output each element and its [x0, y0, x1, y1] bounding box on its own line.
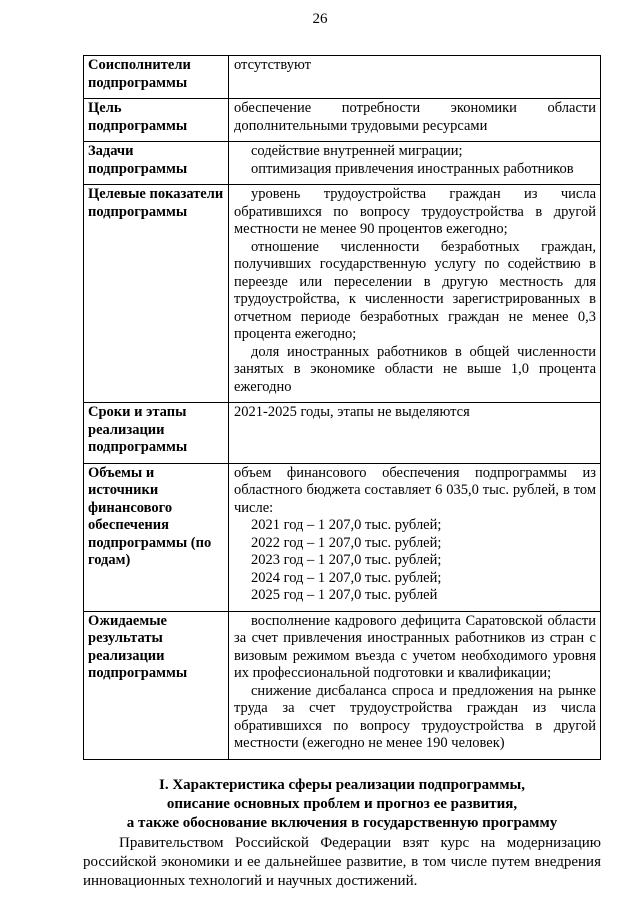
row-value — [229, 463, 601, 611]
subprogram-passport-table — [83, 55, 601, 760]
value-paragraph: уровень трудоустройства граждан из числа обратившихся по вопросу трудоустройства в другой местности не менее 90 процентов ежегодно; — [234, 186, 596, 237]
row-label: Задачи подпрограммы — [84, 142, 229, 185]
value-paragraph: отсутствуют — [234, 57, 311, 73]
section-heading — [83, 776, 601, 833]
value-paragraph-year: 2022 год – 1 207,0 тыс. рублей; — [251, 534, 442, 551]
value-paragraph-year: 2025 год – 1 207,0 тыс. рублей — [251, 587, 438, 603]
table-row-indicators — [84, 185, 601, 403]
table-row-goal — [84, 99, 601, 142]
value-paragraph: оптимизация привлечения иностранных работников — [251, 160, 574, 177]
page-number: 26 — [312, 11, 328, 27]
value-paragraph-year: 2023 год – 1 207,0 тыс. рублей; — [251, 552, 442, 568]
row-label: Сроки и этапы реализации подпрограммы — [84, 403, 229, 464]
value-paragraph: 2021-2025 годы, этапы не выделяются — [234, 404, 470, 420]
row-label: Объемы и источники финансового обеспечения подпрограммы (по годам) — [84, 463, 229, 611]
value-paragraph-year: 2024 год – 1 207,0 тыс. рублей; — [251, 569, 442, 586]
row-value — [229, 99, 601, 142]
value-paragraph: объем финансового обеспечения подпрограммы из областного бюджета составляет 6 035,0 тыс. рублей, в том числе: — [234, 464, 596, 516]
table-row-timeline — [84, 403, 601, 464]
value-paragraph: отношение численности безработных граждан, получивших государственную услугу по содействию в переезде или переселении в другую местность для трудоустройства, к численности зарегистрированных в отчетном периоде безработных граждан не менее 0,3 процента ежегодно; — [234, 238, 596, 342]
body-paragraph: Правительством Российской Федерации взят курс на модернизацию российской экономики и ее дальнейшее развитие, в том числе путем внедрения инновационных технологий и научных достижений. — [83, 834, 601, 889]
row-label: Ожидаемые результаты реализации подпрограммы — [84, 611, 229, 759]
value-paragraph: снижение дисбаланса спроса и предложения на рынке труда за счет трудоустройства граждан из числа обратившихся по вопросу трудоустройства в другой местности (ежегодно не менее 190 человек) — [234, 682, 596, 751]
table-row-tasks — [84, 142, 601, 185]
row-value — [229, 56, 601, 99]
value-paragraph: восполнение кадрового дефицита Саратовской области за счет привлечения иностранных работников из стран с визовым режимом въезда с учетом необходимого уровня их профессиональной подготовки и квалификации; — [234, 612, 596, 681]
row-label: Цель подпрограммы — [84, 99, 229, 142]
row-value — [229, 142, 601, 185]
row-value — [229, 403, 601, 464]
value-paragraph-year: 2021 год – 1 207,0 тыс. рублей; — [251, 517, 442, 533]
page-content — [83, 55, 601, 891]
table-row-coexecutors — [84, 56, 601, 99]
heading-line-2: описание основных проблем и прогноз ее развития, — [166, 795, 518, 812]
heading-line-1: I. Характеристика сферы реализации подпрограммы, — [158, 776, 526, 793]
row-label: Целевые показатели подпрограммы — [84, 185, 229, 403]
value-paragraph: доля иностранных работников в общей численности занятых в экономике области не выше 1,0 процента ежегодно — [234, 343, 596, 395]
table-row-expected-results — [84, 611, 601, 759]
row-label: Соисполнители подпрограммы — [84, 56, 229, 99]
row-value — [229, 185, 601, 403]
table-row-funding — [84, 463, 601, 611]
heading-line-3: а также обоснование включения в государственную программу — [126, 814, 558, 831]
row-value — [229, 611, 601, 759]
value-paragraph: обеспечение потребности экономики области дополнительными трудовыми ресурсами — [234, 100, 596, 134]
value-paragraph: содействие внутренней миграции; — [251, 143, 463, 159]
